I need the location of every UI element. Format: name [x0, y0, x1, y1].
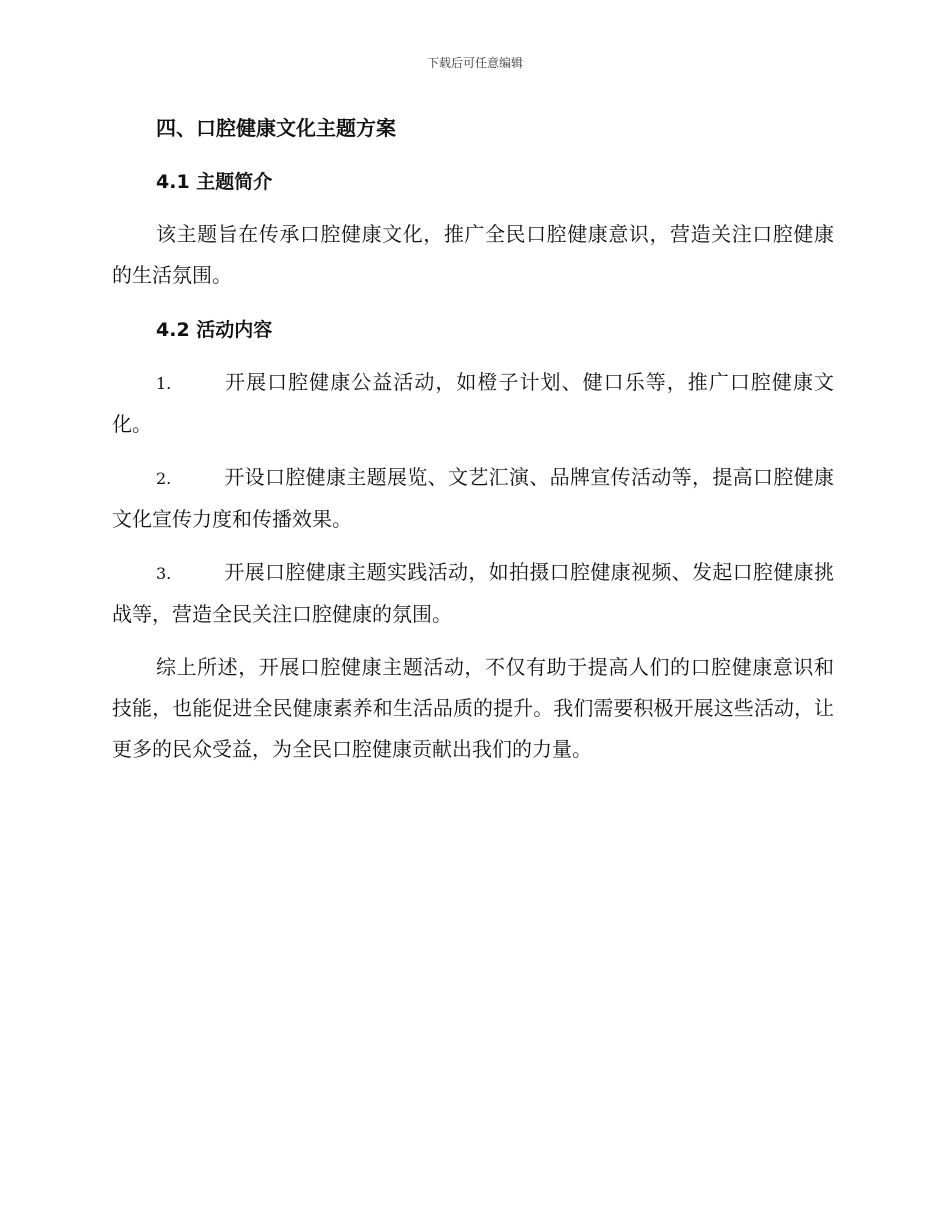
intro-paragraph: 该主题旨在传承口腔健康文化，推广全民口腔健康意识，营造关注口腔健康的生活氛围。 [112, 222, 834, 287]
document-content [112, 108, 834, 770]
list-item [112, 457, 834, 540]
list-item-number: 1. [156, 374, 172, 393]
header-note: 下载后可任意编辑 [426, 56, 523, 70]
activities-heading: 4.2 活动内容 [156, 319, 273, 341]
intro-heading: 4.1 主题简介 [156, 171, 273, 193]
list-item-text: 开展口腔健康主题实践活动，如拍摄口腔健康视频、发起口腔健康挑战等，营造全民关注口腔健康的氛围。 [112, 560, 834, 626]
list-item-number: 2. [156, 469, 172, 488]
conclusion-paragraph: 综上所述，开展口腔健康主题活动，不仅有助于提高人们的口腔健康意识和技能，也能促进全民健康素养和生活品质的提升。我们需要积极开展这些活动，让更多的民众受益，为全民口腔健康贡献出我们的力量。 [112, 655, 834, 761]
section-title: 四、口腔健康文化主题方案 [156, 116, 396, 140]
list-item-text: 开展口腔健康公益活动，如橙子计划、健口乐等，推广口腔健康文化。 [112, 370, 834, 436]
list-item-text: 开设口腔健康主题展览、文艺汇演、品牌宣传活动等，提高口腔健康文化宣传力度和传播效果。 [112, 465, 834, 531]
list-item [112, 362, 834, 445]
list-item [112, 552, 834, 635]
list-item-number: 3. [156, 564, 172, 583]
